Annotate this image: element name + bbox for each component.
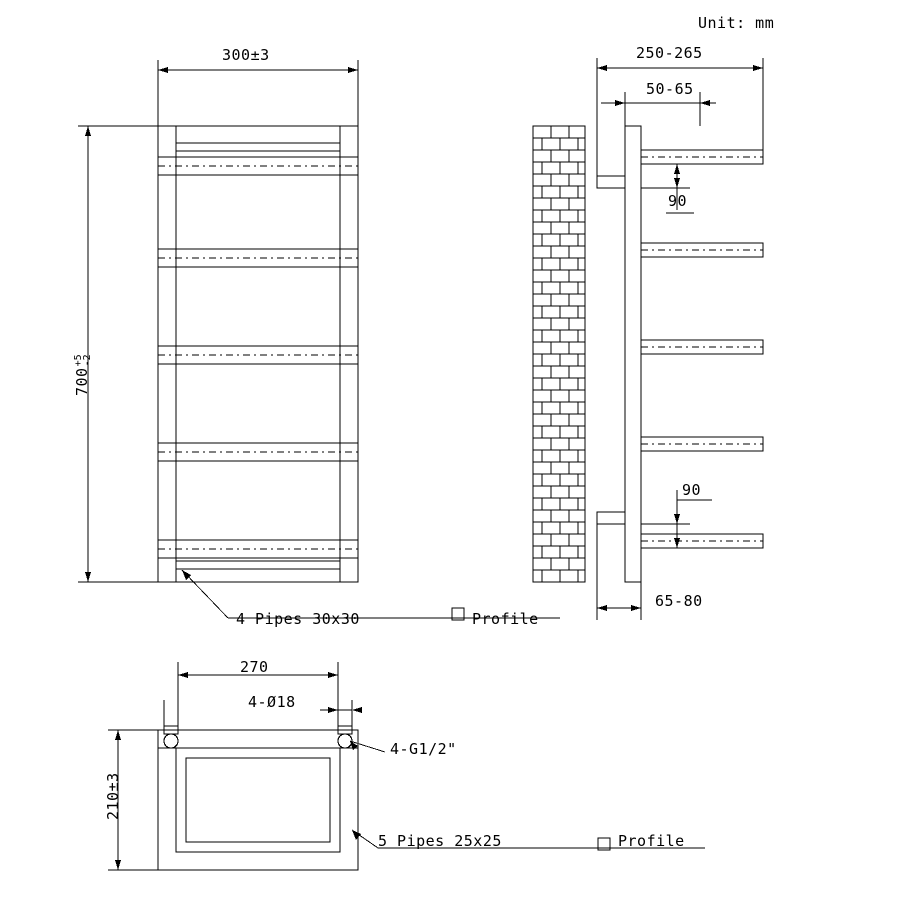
- side-top-dim-label: 50-65: [646, 80, 694, 98]
- front-height-minus: -2: [81, 354, 93, 367]
- top-thread-note: 4-G1/2": [390, 740, 457, 758]
- unit-note: Unit: mm: [698, 14, 775, 32]
- top-hole-dim-label: 4-Ø18: [248, 693, 296, 711]
- side-bracket-top-dim-label: 90: [668, 192, 688, 210]
- front-height-plus: +5: [72, 354, 84, 367]
- front-pipes-note: 4 Pipes 30x30: [236, 610, 360, 628]
- front-height-value: 700: [73, 367, 91, 396]
- side-bottom-dim-label: 65-80: [655, 592, 703, 610]
- side-overall-dim-label: 250-265: [636, 44, 703, 62]
- top-pipes-note: 5 Pipes 25x25: [378, 832, 502, 850]
- top-profile-note: Profile: [618, 832, 685, 850]
- side-bracket-top: [597, 176, 625, 188]
- front-width-dim-label: 300±3: [222, 46, 270, 64]
- front-outer-frame: [158, 126, 358, 582]
- side-bracket-bottom-dim-label: 90: [682, 481, 702, 499]
- side-bracket-bottom: [597, 512, 625, 524]
- top-depth-value: 210±3: [104, 772, 122, 820]
- top-width-dim-label: 270: [240, 658, 269, 676]
- top-outer-frame: [158, 730, 358, 870]
- top-connector-left: [164, 734, 178, 748]
- side-vertical-post: [625, 126, 641, 582]
- top-connector-right: [338, 734, 352, 748]
- top-inner-frame: [176, 748, 340, 852]
- front-profile-note: Profile: [472, 610, 539, 628]
